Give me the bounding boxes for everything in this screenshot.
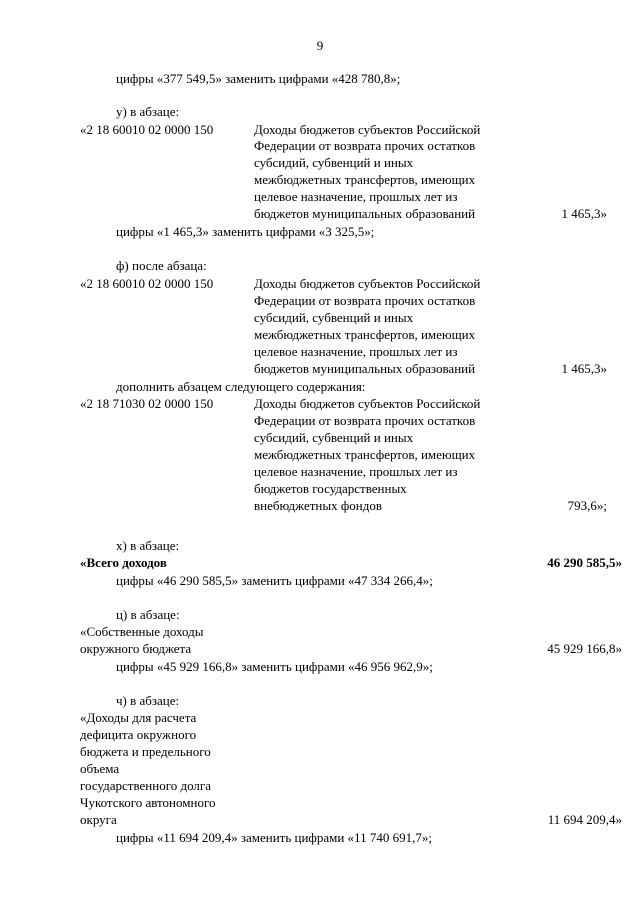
supplement-line: дополнить абзацем следующего содержания: [116, 379, 366, 394]
label-line: объема [80, 761, 120, 776]
replacement-line: цифры «1 465,3» заменить цифрами «3 325,5»; [116, 224, 375, 239]
replacement-line: цифры «11 694 209,4» заменить цифрами «11 740 691,7»; [116, 830, 432, 845]
budget-desc-line: межбюджетных трансфертов, имеющих [254, 172, 476, 187]
label-line: бюджета и предельного [80, 744, 211, 759]
budget-desc-line: бюджетов государственных [254, 481, 407, 496]
section-heading-y: у) в абзаце: [116, 104, 180, 119]
label-line: «Собственные доходы [80, 624, 204, 639]
label-line: округа [80, 812, 117, 827]
budget-desc-line: субсидий, субвенций и иных [254, 310, 414, 325]
amount: 1 465,3» [561, 206, 607, 221]
replacement-line: цифры «46 290 585,5» заменить цифрами «47 334 266,4»; [116, 573, 433, 588]
section-heading-ch: ч) в абзаце: [116, 693, 180, 708]
section-heading-ts: ц) в абзаце: [116, 607, 180, 622]
budget-desc-line: бюджетов муниципальных образований [254, 206, 476, 221]
budget-desc-line: субсидий, субвенций и иных [254, 430, 414, 445]
budget-desc-line: целевое назначение, прошлых лет из [254, 344, 458, 359]
budget-desc-line: Федерации от возврата прочих остатков [254, 413, 476, 428]
total-amount: 46 290 585,5» [547, 555, 622, 570]
total-label: «Всего доходов [80, 555, 167, 570]
budget-desc-line: целевое назначение, прошлых лет из [254, 189, 458, 204]
budget-code: «2 18 60010 02 0000 150 [80, 122, 214, 137]
budget-desc-line: межбюджетных трансфертов, имеющих [254, 447, 476, 462]
amount: 793,6»; [567, 498, 607, 513]
budget-desc-line: Доходы бюджетов субъектов Российской [254, 396, 481, 411]
budget-code: «2 18 71030 02 0000 150 [80, 396, 214, 411]
budget-desc-line: межбюджетных трансфертов, имеющих [254, 327, 476, 342]
section-heading-f: ф) после абзаца: [116, 258, 207, 273]
replacement-line: цифры «45 929 166,8» заменить цифрами «46 956 962,9»; [116, 659, 433, 674]
page-number: 9 [316, 38, 324, 53]
section-heading-h: х) в абзаце: [116, 538, 180, 553]
budget-desc-line: Доходы бюджетов субъектов Российской [254, 276, 481, 291]
label-line: дефицита окружного [80, 727, 197, 742]
budget-code: «2 18 60010 02 0000 150 [80, 276, 214, 291]
label-line: окружного бюджета [80, 641, 192, 656]
budget-desc-line: Федерации от возврата прочих остатков [254, 138, 476, 153]
amount: 1 465,3» [561, 361, 607, 376]
budget-desc-line: бюджетов муниципальных образований [254, 361, 476, 376]
budget-desc-line: целевое назначение, прошлых лет из [254, 464, 458, 479]
replacement-line: цифры «377 549,5» заменить цифрами «428 780,8»; [116, 71, 401, 86]
label-line: государственного долга [80, 778, 211, 793]
amount: 45 929 166,8» [547, 641, 622, 656]
label-line: Чукотского автономного [80, 795, 216, 810]
budget-desc-line: внебюджетных фондов [254, 498, 382, 513]
budget-desc-line: Доходы бюджетов субъектов Российской [254, 122, 481, 137]
label-line: «Доходы для расчета [80, 710, 197, 725]
amount: 11 694 209,4» [547, 812, 622, 827]
budget-desc-line: Федерации от возврата прочих остатков [254, 293, 476, 308]
budget-desc-line: субсидий, субвенций и иных [254, 155, 414, 170]
